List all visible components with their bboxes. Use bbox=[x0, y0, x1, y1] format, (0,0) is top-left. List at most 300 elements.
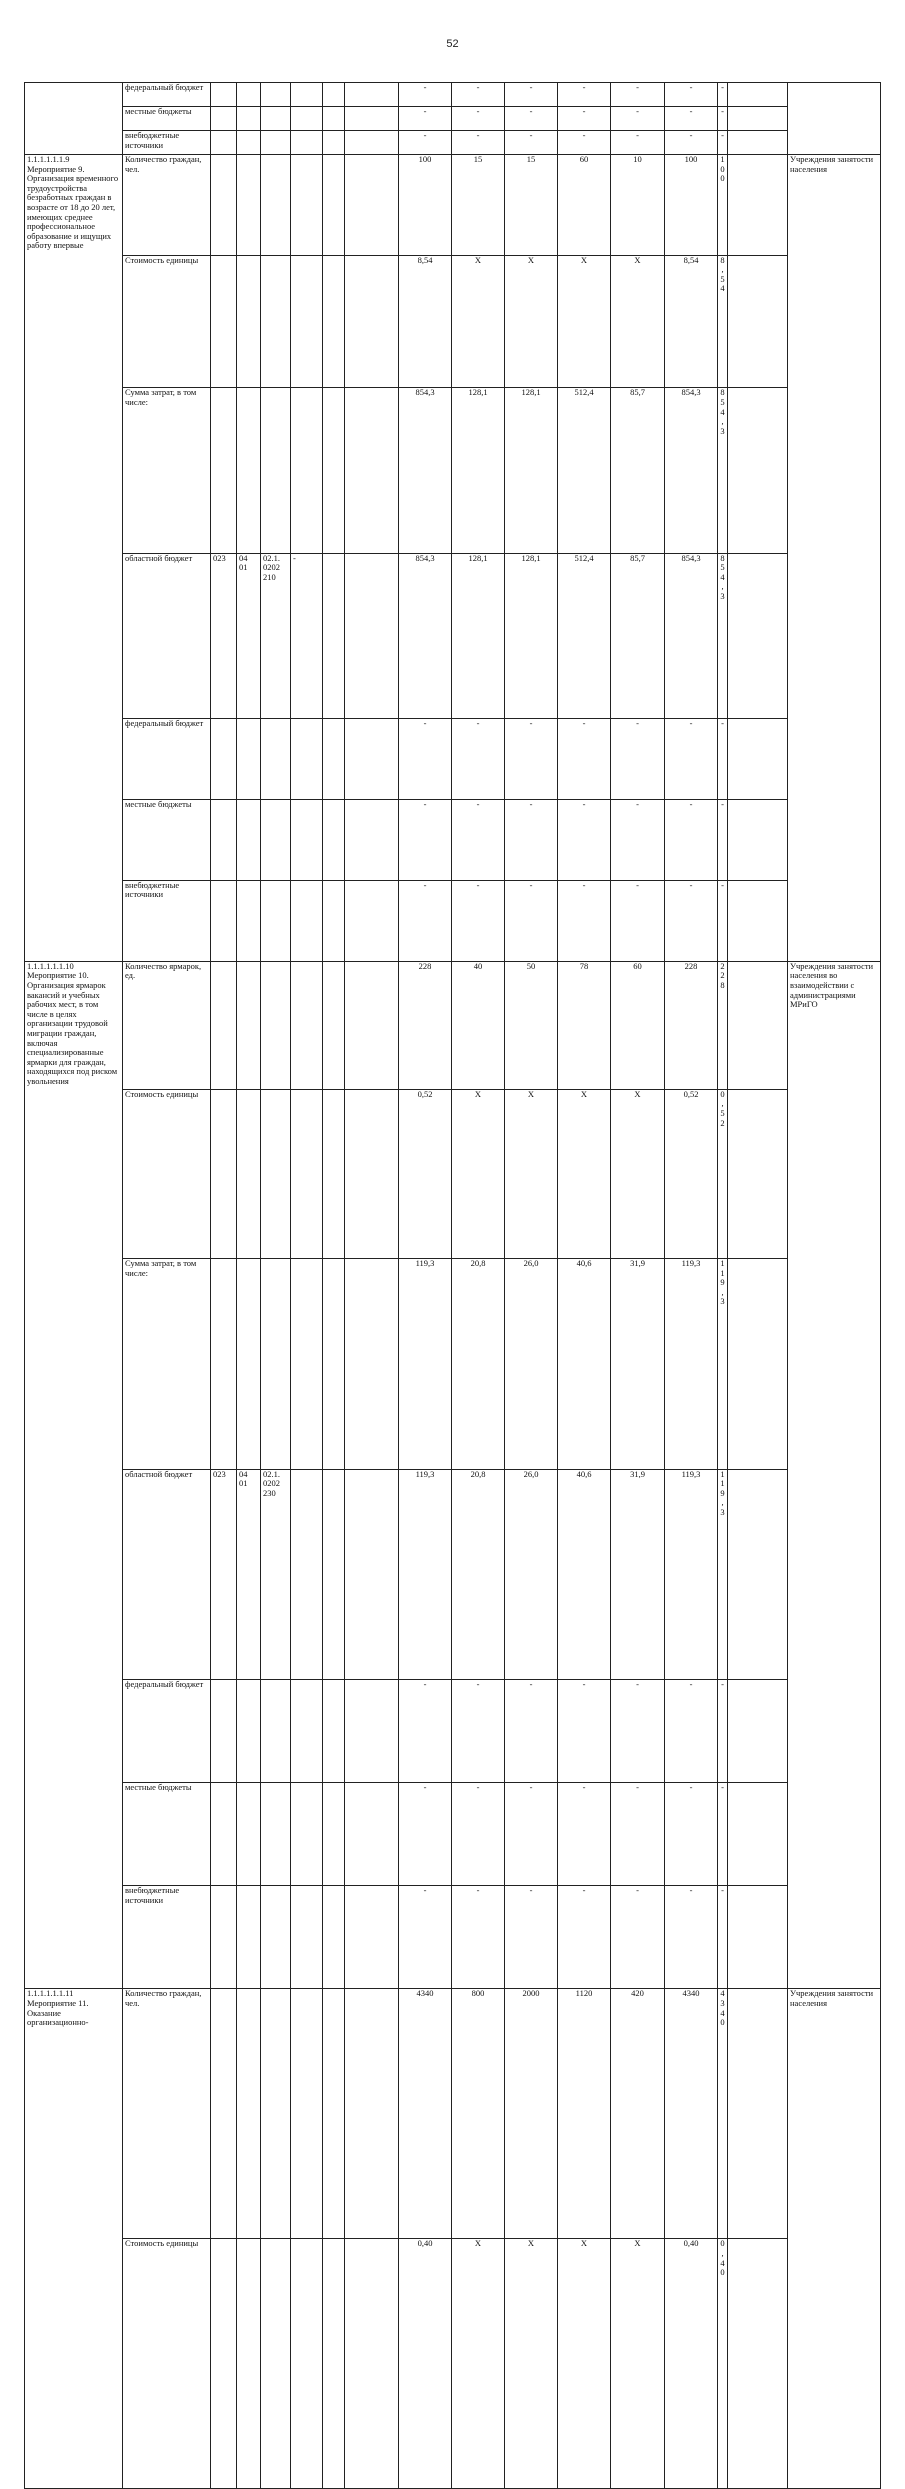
activity-description-cell: 1.1.1.1.1.1.9 Мероприятие 9. Организация временного трудоустройства безработных граждан в возрасте от 18 до 20 лет, имеющих среднее профессиональное образование и ищущих работу впервые bbox=[25, 155, 123, 962]
value-cell: - bbox=[665, 799, 718, 880]
code-grbs-cell bbox=[211, 388, 237, 553]
value-cell: - bbox=[611, 107, 665, 131]
code-vr-cell bbox=[291, 1886, 323, 1989]
value-cell: 85,7 bbox=[611, 388, 665, 553]
table-row bbox=[25, 255, 881, 388]
code-csr-cell bbox=[261, 1679, 291, 1782]
value-cell: - bbox=[558, 718, 611, 799]
empty-cell bbox=[345, 1783, 399, 1886]
table-row bbox=[25, 131, 881, 155]
value-cell: - bbox=[718, 1783, 728, 1886]
code-rzpr-cell bbox=[237, 1679, 261, 1782]
value-cell: 40 bbox=[452, 961, 505, 1089]
value-cell: - bbox=[718, 799, 728, 880]
executor-cell: Учреждения занятости населения во взаимодействии с администрациями МРиГО bbox=[788, 961, 881, 1989]
value-cell: 60 bbox=[611, 961, 665, 1089]
value-cell: 4340 bbox=[718, 1989, 728, 2239]
empty-cell bbox=[345, 1259, 399, 1469]
spacer-cell bbox=[728, 799, 788, 880]
code-csr-cell bbox=[261, 718, 291, 799]
activity-description-cell: 1.1.1.1.1.1.11 Мероприятие 11. Оказание организационно- bbox=[25, 1989, 123, 2489]
funding-category-cell: Количество граждан, чел. bbox=[123, 1989, 211, 2239]
value-cell: - bbox=[665, 718, 718, 799]
code-csr-cell bbox=[261, 1089, 291, 1258]
empty-cell bbox=[323, 1259, 345, 1469]
value-cell: - bbox=[505, 718, 558, 799]
empty-cell bbox=[345, 1886, 399, 1989]
spacer-cell bbox=[728, 131, 788, 155]
value-cell: 119,3 bbox=[718, 1469, 728, 1679]
empty-cell bbox=[323, 1679, 345, 1782]
code-grbs-cell: 023 bbox=[211, 1469, 237, 1679]
value-cell: 4340 bbox=[665, 1989, 718, 2239]
value-cell: - bbox=[665, 880, 718, 961]
spacer-cell bbox=[728, 83, 788, 107]
code-csr-cell: 02.1. 0202 210 bbox=[261, 553, 291, 718]
value-cell: - bbox=[505, 1679, 558, 1782]
code-rzpr-cell bbox=[237, 1259, 261, 1469]
value-cell: 0,52 bbox=[718, 1089, 728, 1258]
value-cell: 128,1 bbox=[505, 553, 558, 718]
code-grbs-cell bbox=[211, 255, 237, 388]
value-cell: - bbox=[718, 1886, 728, 1989]
funding-category-cell: федеральный бюджет bbox=[123, 83, 211, 107]
code-grbs-cell bbox=[211, 961, 237, 1089]
value-cell: 20,8 bbox=[452, 1469, 505, 1679]
table-row bbox=[25, 1989, 881, 2239]
value-cell: 128,1 bbox=[505, 388, 558, 553]
code-grbs-cell bbox=[211, 1886, 237, 1989]
code-grbs-cell bbox=[211, 880, 237, 961]
funding-category-cell: Стоимость единицы bbox=[123, 255, 211, 388]
value-cell: 854,3 bbox=[399, 553, 452, 718]
value-cell: - bbox=[611, 799, 665, 880]
empty-cell bbox=[323, 1469, 345, 1679]
empty-cell bbox=[345, 961, 399, 1089]
table-row bbox=[25, 1259, 881, 1469]
empty-cell bbox=[323, 107, 345, 131]
value-cell: - bbox=[558, 799, 611, 880]
spacer-cell bbox=[728, 961, 788, 1089]
empty-cell bbox=[345, 1679, 399, 1782]
empty-cell bbox=[323, 131, 345, 155]
code-csr-cell bbox=[261, 961, 291, 1089]
funding-category-cell: Количество ярмарок, ед. bbox=[123, 961, 211, 1089]
code-csr-cell bbox=[261, 880, 291, 961]
executor-cell: Учреждения занятости населения bbox=[788, 1989, 881, 2489]
code-vr-cell bbox=[291, 131, 323, 155]
value-cell: X bbox=[505, 255, 558, 388]
code-rzpr-cell bbox=[237, 83, 261, 107]
empty-cell bbox=[345, 107, 399, 131]
funding-category-cell: федеральный бюджет bbox=[123, 718, 211, 799]
value-cell: 20,8 bbox=[452, 1259, 505, 1469]
spacer-cell bbox=[728, 1089, 788, 1258]
value-cell: 119,3 bbox=[399, 1259, 452, 1469]
funding-category-cell: местные бюджеты bbox=[123, 107, 211, 131]
value-cell: - bbox=[399, 83, 452, 107]
code-csr-cell bbox=[261, 83, 291, 107]
program-activities-table bbox=[24, 82, 881, 2489]
value-cell: 15 bbox=[452, 155, 505, 256]
code-csr-cell bbox=[261, 2239, 291, 2489]
empty-cell bbox=[323, 83, 345, 107]
value-cell: - bbox=[718, 1679, 728, 1782]
empty-cell bbox=[323, 1989, 345, 2239]
empty-cell bbox=[323, 718, 345, 799]
value-cell: 2000 bbox=[505, 1989, 558, 2239]
code-grbs-cell bbox=[211, 718, 237, 799]
table-row bbox=[25, 1886, 881, 1989]
funding-category-cell: областной бюджет bbox=[123, 553, 211, 718]
funding-category-cell: внебюджетные источники bbox=[123, 131, 211, 155]
value-cell: 854,3 bbox=[665, 553, 718, 718]
value-cell: 512,4 bbox=[558, 553, 611, 718]
value-cell: - bbox=[505, 83, 558, 107]
funding-category-cell: Сумма затрат, в том числе: bbox=[123, 1259, 211, 1469]
code-rzpr-cell bbox=[237, 718, 261, 799]
value-cell: - bbox=[399, 718, 452, 799]
empty-cell bbox=[323, 388, 345, 553]
code-rzpr-cell bbox=[237, 2239, 261, 2489]
value-cell: - bbox=[665, 1783, 718, 1886]
value-cell: - bbox=[505, 107, 558, 131]
value-cell: - bbox=[558, 880, 611, 961]
funding-category-cell: местные бюджеты bbox=[123, 799, 211, 880]
value-cell: 31,9 bbox=[611, 1259, 665, 1469]
value-cell: 119,3 bbox=[665, 1259, 718, 1469]
code-csr-cell bbox=[261, 388, 291, 553]
value-cell: - bbox=[558, 131, 611, 155]
empty-cell bbox=[345, 155, 399, 256]
value-cell: 119,3 bbox=[665, 1469, 718, 1679]
value-cell: - bbox=[611, 718, 665, 799]
value-cell: 100 bbox=[718, 155, 728, 256]
value-cell: 0,52 bbox=[665, 1089, 718, 1258]
value-cell: 8,54 bbox=[399, 255, 452, 388]
code-rzpr-cell bbox=[237, 1989, 261, 2239]
empty-cell bbox=[345, 718, 399, 799]
value-cell: - bbox=[399, 107, 452, 131]
funding-category-cell: федеральный бюджет bbox=[123, 1679, 211, 1782]
value-cell: - bbox=[505, 880, 558, 961]
value-cell: X bbox=[611, 2239, 665, 2489]
code-vr-cell bbox=[291, 1259, 323, 1469]
funding-category-cell: Сумма затрат, в том числе: bbox=[123, 388, 211, 553]
value-cell: - bbox=[452, 83, 505, 107]
value-cell: - bbox=[452, 718, 505, 799]
code-rzpr-cell bbox=[237, 799, 261, 880]
value-cell: - bbox=[452, 799, 505, 880]
value-cell: - bbox=[399, 1886, 452, 1989]
spacer-cell bbox=[728, 107, 788, 131]
value-cell: - bbox=[718, 107, 728, 131]
code-grbs-cell bbox=[211, 1989, 237, 2239]
value-cell: - bbox=[399, 1679, 452, 1782]
spacer-cell bbox=[728, 1469, 788, 1679]
value-cell: 228 bbox=[665, 961, 718, 1089]
code-vr-cell bbox=[291, 1989, 323, 2239]
code-rzpr-cell bbox=[237, 1089, 261, 1258]
code-vr-cell bbox=[291, 1089, 323, 1258]
code-grbs-cell bbox=[211, 2239, 237, 2489]
value-cell: - bbox=[399, 131, 452, 155]
empty-cell bbox=[345, 83, 399, 107]
code-vr-cell bbox=[291, 1679, 323, 1782]
value-cell: 854,3 bbox=[718, 553, 728, 718]
code-vr-cell bbox=[291, 2239, 323, 2489]
spacer-cell bbox=[728, 880, 788, 961]
value-cell: 8,54 bbox=[718, 255, 728, 388]
code-grbs-cell bbox=[211, 131, 237, 155]
activity-description-cell: 1.1.1.1.1.1.10 Мероприятие 10. Организация ярмарок вакансий и учебных рабочих мест, в том числе в целях организации трудовой миграции граждан, включая специализированные ярмарки для граждан, находящихся под риском увольнения bbox=[25, 961, 123, 1989]
page-number: 52 bbox=[446, 38, 459, 50]
code-vr-cell: - bbox=[291, 553, 323, 718]
value-cell: X bbox=[558, 1089, 611, 1258]
value-cell: - bbox=[665, 83, 718, 107]
value-cell: 0,40 bbox=[665, 2239, 718, 2489]
table-row bbox=[25, 1089, 881, 1258]
code-grbs-cell bbox=[211, 1783, 237, 1886]
table-row bbox=[25, 1783, 881, 1886]
value-cell: X bbox=[452, 255, 505, 388]
code-rzpr-cell bbox=[237, 155, 261, 256]
value-cell: - bbox=[505, 1783, 558, 1886]
code-vr-cell bbox=[291, 880, 323, 961]
spacer-cell bbox=[728, 553, 788, 718]
code-vr-cell bbox=[291, 155, 323, 256]
value-cell: - bbox=[665, 1679, 718, 1782]
code-rzpr-cell bbox=[237, 1886, 261, 1989]
code-vr-cell bbox=[291, 1469, 323, 1679]
value-cell: X bbox=[505, 2239, 558, 2489]
value-cell: - bbox=[558, 107, 611, 131]
value-cell: - bbox=[611, 880, 665, 961]
empty-cell bbox=[345, 388, 399, 553]
value-cell: X bbox=[611, 1089, 665, 1258]
empty-cell bbox=[345, 553, 399, 718]
value-cell: - bbox=[718, 83, 728, 107]
code-rzpr-cell bbox=[237, 388, 261, 553]
funding-category-cell: Стоимость единицы bbox=[123, 1089, 211, 1258]
code-vr-cell bbox=[291, 718, 323, 799]
value-cell: 119,3 bbox=[399, 1469, 452, 1679]
value-cell: 10 bbox=[611, 155, 665, 256]
empty-cell bbox=[345, 880, 399, 961]
value-cell: - bbox=[718, 880, 728, 961]
table-row bbox=[25, 388, 881, 553]
value-cell: 128,1 bbox=[452, 388, 505, 553]
spacer-cell bbox=[728, 155, 788, 256]
code-grbs-cell bbox=[211, 1089, 237, 1258]
value-cell: 854,3 bbox=[665, 388, 718, 553]
value-cell: X bbox=[505, 1089, 558, 1258]
value-cell: 4340 bbox=[399, 1989, 452, 2239]
value-cell: X bbox=[558, 2239, 611, 2489]
value-cell: 800 bbox=[452, 1989, 505, 2239]
spacer-cell bbox=[728, 1259, 788, 1469]
table-row bbox=[25, 718, 881, 799]
empty-cell bbox=[345, 2239, 399, 2489]
code-csr-cell bbox=[261, 255, 291, 388]
code-csr-cell bbox=[261, 1783, 291, 1886]
value-cell: - bbox=[505, 1886, 558, 1989]
value-cell: - bbox=[611, 1783, 665, 1886]
value-cell: X bbox=[558, 255, 611, 388]
value-cell: - bbox=[505, 131, 558, 155]
code-csr-cell bbox=[261, 1259, 291, 1469]
code-vr-cell bbox=[291, 255, 323, 388]
code-csr-cell bbox=[261, 131, 291, 155]
value-cell: 50 bbox=[505, 961, 558, 1089]
value-cell: 128,1 bbox=[452, 553, 505, 718]
code-rzpr-cell: 04 01 bbox=[237, 553, 261, 718]
code-grbs-cell bbox=[211, 107, 237, 131]
value-cell: - bbox=[452, 1679, 505, 1782]
table-row bbox=[25, 553, 881, 718]
executor-cell bbox=[788, 83, 881, 155]
funding-category-cell: внебюджетные источники bbox=[123, 880, 211, 961]
value-cell: 26,0 bbox=[505, 1469, 558, 1679]
table-row bbox=[25, 155, 881, 256]
empty-cell bbox=[323, 1783, 345, 1886]
code-rzpr-cell bbox=[237, 961, 261, 1089]
empty-cell bbox=[323, 1886, 345, 1989]
empty-cell bbox=[323, 553, 345, 718]
empty-cell bbox=[323, 255, 345, 388]
code-rzpr-cell bbox=[237, 107, 261, 131]
table-row bbox=[25, 1679, 881, 1782]
code-vr-cell bbox=[291, 799, 323, 880]
code-vr-cell bbox=[291, 388, 323, 553]
code-grbs-cell bbox=[211, 83, 237, 107]
spacer-cell bbox=[728, 1989, 788, 2239]
value-cell: - bbox=[399, 799, 452, 880]
empty-cell bbox=[323, 2239, 345, 2489]
value-cell: 100 bbox=[399, 155, 452, 256]
value-cell: 0,52 bbox=[399, 1089, 452, 1258]
value-cell: - bbox=[399, 1783, 452, 1886]
funding-category-cell: Стоимость единицы bbox=[123, 2239, 211, 2489]
value-cell: 8,54 bbox=[665, 255, 718, 388]
value-cell: 26,0 bbox=[505, 1259, 558, 1469]
spacer-cell bbox=[728, 2239, 788, 2489]
table-row bbox=[25, 880, 881, 961]
value-cell: 512,4 bbox=[558, 388, 611, 553]
value-cell: 119,3 bbox=[718, 1259, 728, 1469]
code-csr-cell bbox=[261, 1989, 291, 2239]
value-cell: 0,40 bbox=[718, 2239, 728, 2489]
value-cell: X bbox=[452, 2239, 505, 2489]
value-cell: 40,6 bbox=[558, 1469, 611, 1679]
empty-cell bbox=[345, 1989, 399, 2239]
code-grbs-cell: 023 bbox=[211, 553, 237, 718]
empty-cell bbox=[345, 1089, 399, 1258]
value-cell: - bbox=[611, 1679, 665, 1782]
empty-cell bbox=[345, 799, 399, 880]
spacer-cell bbox=[728, 1679, 788, 1782]
funding-category-cell: Количество граждан, чел. bbox=[123, 155, 211, 256]
value-cell: - bbox=[665, 131, 718, 155]
spacer-cell bbox=[728, 1783, 788, 1886]
table-row bbox=[25, 83, 881, 107]
code-csr-cell bbox=[261, 1886, 291, 1989]
value-cell: 228 bbox=[718, 961, 728, 1089]
value-cell: - bbox=[452, 1783, 505, 1886]
funding-category-cell: внебюджетные источники bbox=[123, 1886, 211, 1989]
value-cell: - bbox=[399, 880, 452, 961]
activity-description-cell bbox=[25, 83, 123, 155]
value-cell: - bbox=[611, 83, 665, 107]
empty-cell bbox=[323, 1089, 345, 1258]
code-grbs-cell bbox=[211, 1679, 237, 1782]
code-vr-cell bbox=[291, 83, 323, 107]
value-cell: 31,9 bbox=[611, 1469, 665, 1679]
value-cell: - bbox=[452, 880, 505, 961]
table-row bbox=[25, 107, 881, 131]
empty-cell bbox=[323, 155, 345, 256]
code-vr-cell bbox=[291, 107, 323, 131]
value-cell: X bbox=[452, 1089, 505, 1258]
code-csr-cell bbox=[261, 155, 291, 256]
value-cell: 420 bbox=[611, 1989, 665, 2239]
value-cell: 228 bbox=[399, 961, 452, 1089]
value-cell: - bbox=[611, 131, 665, 155]
value-cell: - bbox=[452, 1886, 505, 1989]
value-cell: 100 bbox=[665, 155, 718, 256]
code-rzpr-cell bbox=[237, 255, 261, 388]
value-cell: 60 bbox=[558, 155, 611, 256]
code-vr-cell bbox=[291, 1783, 323, 1886]
table-row bbox=[25, 799, 881, 880]
value-cell: - bbox=[558, 1886, 611, 1989]
code-rzpr-cell bbox=[237, 131, 261, 155]
value-cell: - bbox=[558, 1783, 611, 1886]
code-rzpr-cell bbox=[237, 1783, 261, 1886]
value-cell: 78 bbox=[558, 961, 611, 1089]
value-cell: - bbox=[665, 107, 718, 131]
value-cell: - bbox=[718, 131, 728, 155]
spacer-cell bbox=[728, 255, 788, 388]
value-cell: - bbox=[452, 131, 505, 155]
value-cell: - bbox=[611, 1886, 665, 1989]
code-csr-cell bbox=[261, 107, 291, 131]
value-cell: 15 bbox=[505, 155, 558, 256]
value-cell: 0,40 bbox=[399, 2239, 452, 2489]
table-row bbox=[25, 2239, 881, 2489]
value-cell: 40,6 bbox=[558, 1259, 611, 1469]
value-cell: 1120 bbox=[558, 1989, 611, 2239]
value-cell: 85,7 bbox=[611, 553, 665, 718]
code-rzpr-cell: 04 01 bbox=[237, 1469, 261, 1679]
spacer-cell bbox=[728, 388, 788, 553]
code-csr-cell bbox=[261, 799, 291, 880]
empty-cell bbox=[323, 799, 345, 880]
value-cell: 854,3 bbox=[399, 388, 452, 553]
value-cell: - bbox=[665, 1886, 718, 1989]
code-grbs-cell bbox=[211, 1259, 237, 1469]
empty-cell bbox=[345, 255, 399, 388]
code-vr-cell bbox=[291, 961, 323, 1089]
spacer-cell bbox=[728, 1886, 788, 1989]
empty-cell bbox=[345, 1469, 399, 1679]
value-cell: X bbox=[611, 255, 665, 388]
empty-cell bbox=[323, 961, 345, 1089]
code-grbs-cell bbox=[211, 155, 237, 256]
table-body bbox=[25, 83, 881, 2489]
value-cell: - bbox=[558, 1679, 611, 1782]
empty-cell bbox=[323, 880, 345, 961]
